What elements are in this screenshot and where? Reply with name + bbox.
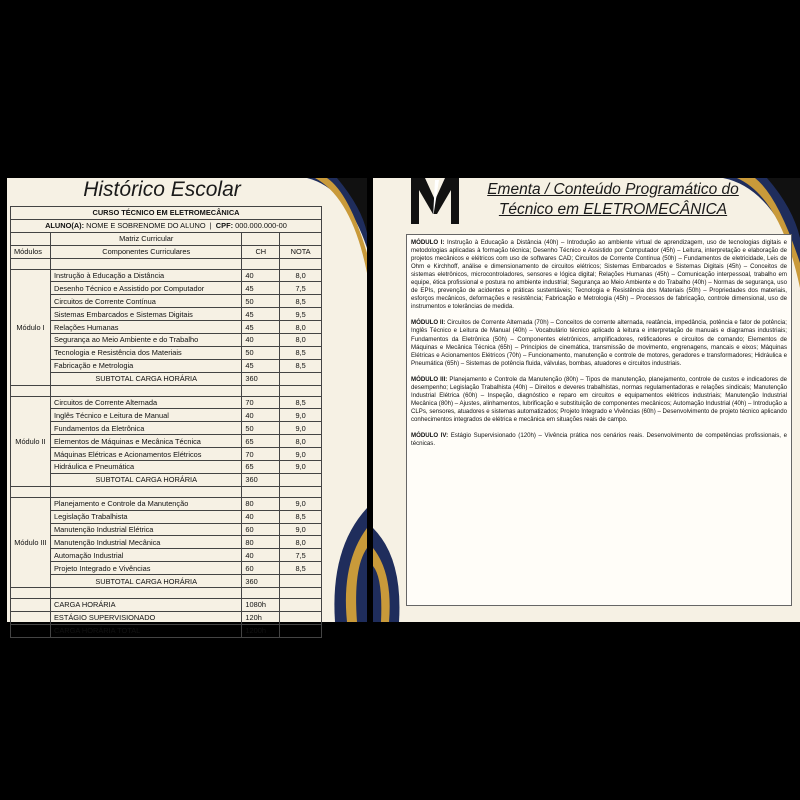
table-row	[11, 282, 322, 295]
component-name: Instrução à Educação a Distância	[50, 269, 241, 282]
component-name: Sistemas Embarcados e Sistemas Digitais	[50, 308, 241, 321]
student-row	[11, 219, 322, 232]
total-value: 1200h	[242, 624, 280, 637]
historico-page	[7, 178, 367, 636]
ementa-page	[373, 178, 800, 622]
component-grade: 7,5	[280, 282, 322, 295]
subtotal-row	[11, 372, 322, 385]
component-ch: 60	[242, 523, 280, 536]
component-ch: 40	[242, 409, 280, 422]
subtotal-value: 360	[242, 473, 280, 486]
ementa-module-2: MÓDULO II: Circuitos de Corrente Alternada (70h) – Conceitos de corrente alternada, reatância, impedância, potência e fator de potência; Inglês Técnico e Leitura de Manual (40h) – Vocabulário técnico aplicado à leitura e interpretação de manuais e diagramas industriais; Fundamentos da Eletrônica (50h) – Componentes eletrônicos, amplificadores, retificadores e circuitos de comando; Elementos de Máquinas e Mecânica Técnica (65h) – Princípios de cinemática, transmissão de movimento, engrenagens, mancais e eixos; Máquinas Elétricas e Acionamentos Elétricos (70h) – Funcionamento, manutenção e controle de motores, geradores e transformadores; Hidráulica e Pneumática (65h) – Sistemas de potência fluida, válvulas, bombas, atuadores e circuitos industriais.	[411, 319, 787, 367]
total-value: 120h	[242, 611, 280, 624]
ementa-module-4: MÓDULO IV: Estágio Supervisionado (120h) – Vivência prática nos cenários reais. Desenvolvimento de competências profissionais, e técnicas.	[411, 431, 787, 448]
table-row	[11, 359, 322, 372]
component-ch: 80	[242, 536, 280, 549]
component-name: Manutenção Industrial Elétrica	[50, 523, 241, 536]
ementa-content-box	[406, 234, 792, 606]
component-grade: 9,0	[280, 461, 322, 474]
total-label: CARGA HORÁRIA	[50, 599, 241, 612]
component-ch: 45	[242, 308, 280, 321]
component-name: Fundamentos da Eletrônica	[50, 422, 241, 435]
ementa-title-line2: Técnico em ELETROMECÂNICA	[498, 201, 728, 218]
table-row	[11, 536, 322, 549]
col-modules: Módulos	[11, 245, 51, 258]
table-row	[11, 334, 322, 347]
component-grade: 8,0	[280, 321, 322, 334]
table-row	[11, 308, 322, 321]
component-grade: 9,0	[280, 422, 322, 435]
total-label: CARGA HORÁRIA TOTAL	[50, 624, 241, 637]
component-ch: 70	[242, 396, 280, 409]
component-name: Planejamento e Controle da Manutenção	[50, 497, 241, 510]
ementa-title	[463, 180, 763, 220]
component-name: Máquinas Elétricas e Acionamentos Elétricos	[50, 448, 241, 461]
table-row	[11, 549, 322, 562]
table-row	[11, 448, 322, 461]
component-grade: 9,0	[280, 497, 322, 510]
table-row	[11, 497, 322, 510]
table-row	[11, 346, 322, 359]
component-grade: 8,5	[280, 396, 322, 409]
component-name: Projeto Integrado e Vivências	[50, 562, 241, 575]
spacer-row	[11, 486, 322, 497]
component-grade: 8,0	[280, 269, 322, 282]
subtotal-row	[11, 575, 322, 588]
component-name: Desenho Técnico e Assistido por Computador	[50, 282, 241, 295]
component-grade: 8,5	[280, 562, 322, 575]
component-ch: 60	[242, 562, 280, 575]
subtotal-value: 360	[242, 575, 280, 588]
table-row	[11, 422, 322, 435]
component-grade: 8,5	[280, 295, 322, 308]
total-row	[11, 599, 322, 612]
ementa-module-1: MÓDULO I: Instrução à Educação a Distância (40h) – Introdução ao ambiente virtual de aprendizagem, uso de tecnologias digitais e metodologias aplicadas à formação técnica; Desenho Técnico e Assistido por Computador (45h) – Leitura, interpretação e elaboração de projetos mecânicos e elétricos com uso de softwares CAD; Circuitos de Corrente Contínua (50h) – Fundamentos de eletricidade, Leis de Ohm e Kirchhoff, análise e dimensionamento de circuitos elétricos; Sistemas Embarcados e Sistemas Digitais (45h) – Conceitos de sistemas eletrônicos, microcontroladores, sensores e lógica digital; Relações Humanas (45h) – Comunicação interpessoal, trabalho em equipe, ética profissional e postura no ambiente industrial; Segurança ao Meio Ambiente e do Trabalho (40h) – Normas de segurança, uso de EPIs, prevenção de acidentes e práticas sustentáveis; Tecnologia e Resistência dos Materiais (50h) – Propriedades dos materiais, esforços mecânicos, deformações e resistência; Fabricação e Metrologia (45h) – Processos de fabricação, controle dimensional, uso de instrumentos e tolerâncias de medida.	[411, 239, 787, 311]
component-ch: 65	[242, 461, 280, 474]
component-ch: 70	[242, 448, 280, 461]
component-ch: 45	[242, 359, 280, 372]
component-name: Tecnologia e Resistência dos Materiais	[50, 346, 241, 359]
matrix-header-row	[11, 232, 322, 245]
logo-mark	[411, 178, 461, 224]
decorative-waves-bottom-left	[373, 528, 407, 622]
component-name: Circuitos de Corrente Alternada	[50, 396, 241, 409]
col-ch: CH	[242, 245, 280, 258]
component-name: Segurança ao Meio Ambiente e do Trabalho	[50, 334, 241, 347]
student-info: ALUNO(A): NOME E SOBRENOME DO ALUNO | CPF: 000.000.000-00	[11, 219, 322, 232]
component-name: Relações Humanas	[50, 321, 241, 334]
subtotal-label: SUBTOTAL CARGA HORÁRIA	[50, 473, 241, 486]
component-grade: 8,5	[280, 346, 322, 359]
component-name: Fabricação e Metrologia	[50, 359, 241, 372]
component-grade: 8,0	[280, 334, 322, 347]
component-grade: 8,5	[280, 359, 322, 372]
subtotal-label: SUBTOTAL CARGA HORÁRIA	[50, 575, 241, 588]
component-ch: 40	[242, 510, 280, 523]
ementa-module-3: MÓDULO III: Planejamento e Controle da Manutenção (80h) – Tipos de manutenção, planejamento, controle de custos e indicadores de desempenho; Legislação Trabalhista (40h) – Direitos e deveres trabalhistas, normas regulamentadoras e relações sindicais; Manutenção Industrial Elétrica (60h) – Inspeção, diagnóstico e reparo em circuitos e equipamentos elétricos industriais; Manutenção Industrial Mecânica (80h) – Ajustes, alinhamentos, lubrificação e substituição de componentes mecânicos; Automação Industrial (40h) – Introdução a CLPs, sensores, atuadores e sistemas automatizados; Projeto Integrado e Vivências (60h) – Desenvolvimento de projeto técnico aplicando conhecimentos integrados de elétrica e mecânica em situações reais de campo.	[411, 375, 787, 423]
table-row	[11, 562, 322, 575]
page-title: Histórico Escolar	[83, 178, 241, 201]
module-name: Módulo III	[11, 497, 51, 587]
component-ch: 50	[242, 346, 280, 359]
spacer-row	[11, 258, 322, 269]
table-row	[11, 435, 322, 448]
component-grade: 9,5	[280, 308, 322, 321]
matrix-label: Matriz Curricular	[50, 232, 241, 245]
component-ch: 45	[242, 321, 280, 334]
component-ch: 50	[242, 295, 280, 308]
component-name: Hidráulica e Pneumática	[50, 461, 241, 474]
component-name: Legislação Trabalhista	[50, 510, 241, 523]
table-row	[11, 409, 322, 422]
component-name: Circuitos de Corrente Contínua	[50, 295, 241, 308]
spacer-row	[11, 588, 322, 599]
subtotal-value: 360	[242, 372, 280, 385]
course-row	[11, 207, 322, 220]
component-ch: 40	[242, 549, 280, 562]
table-row	[11, 396, 322, 409]
component-grade: 9,0	[280, 448, 322, 461]
module-name: Módulo II	[11, 396, 51, 486]
component-ch: 40	[242, 334, 280, 347]
col-components: Componentes Curriculares	[50, 245, 241, 258]
subtotal-row	[11, 473, 322, 486]
decorative-waves-bottom-right	[325, 508, 367, 622]
component-grade: 9,0	[280, 523, 322, 536]
component-grade: 8,0	[280, 536, 322, 549]
component-name: Manutenção Industrial Mecânica	[50, 536, 241, 549]
col-grade: NOTA	[280, 245, 322, 258]
table-row	[11, 295, 322, 308]
component-grade: 8,5	[280, 510, 322, 523]
total-value: 1080h	[242, 599, 280, 612]
component-grade: 8,0	[280, 435, 322, 448]
component-grade: 7,5	[280, 549, 322, 562]
table-row	[11, 510, 322, 523]
total-row	[11, 611, 322, 624]
table-row	[11, 269, 322, 282]
column-header-row	[11, 245, 322, 258]
ementa-title-line1: Ementa / Conteúdo Programático do	[487, 181, 739, 198]
component-grade: 9,0	[280, 409, 322, 422]
component-ch: 45	[242, 282, 280, 295]
total-row	[11, 624, 322, 637]
component-ch: 40	[242, 269, 280, 282]
component-ch: 65	[242, 435, 280, 448]
component-ch: 80	[242, 497, 280, 510]
component-name: Automação Industrial	[50, 549, 241, 562]
spacer-row	[11, 385, 322, 396]
table-row	[11, 321, 322, 334]
component-name: Elementos de Máquinas e Mecânica Técnica	[50, 435, 241, 448]
grades-table	[10, 206, 322, 638]
total-label: ESTÁGIO SUPERVISIONADO	[50, 611, 241, 624]
table-row	[11, 461, 322, 474]
course-name: CURSO TÉCNICO EM ELETROMECÂNICA	[11, 207, 322, 220]
component-ch: 50	[242, 422, 280, 435]
component-name: Inglês Técnico e Leitura de Manual	[50, 409, 241, 422]
module-name: Módulo I	[11, 269, 51, 385]
subtotal-label: SUBTOTAL CARGA HORÁRIA	[50, 372, 241, 385]
table-row	[11, 523, 322, 536]
